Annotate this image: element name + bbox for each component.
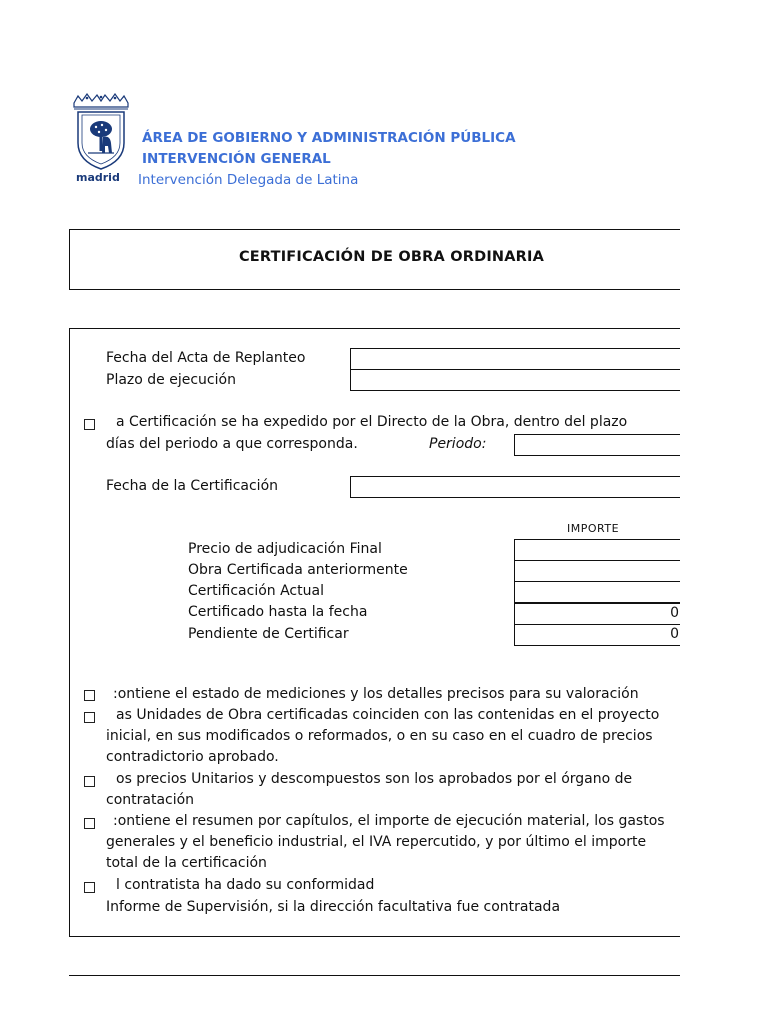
certificacion-actual-field[interactable]: [514, 581, 680, 603]
precios-unitarios-text-line1: os precios Unitarios y descompuestos son los aprobados por el órgano de: [116, 771, 633, 787]
logo-wordmark: madrid: [76, 171, 120, 184]
acta-replanteo-field[interactable]: [350, 348, 680, 370]
mediciones-text: :ontiene el estado de mediciones y los detalles precisos para su valoración: [113, 686, 639, 702]
precio-adjudicacion-field[interactable]: [514, 539, 680, 561]
informe-supervision-text: Informe de Supervisión, si la dirección facultativa fue contratada: [106, 899, 561, 915]
bottom-divider: [69, 975, 680, 976]
conformidad-text: l contratista ha dado su conformidad: [116, 877, 375, 893]
header-intervencion-general: INTERVENCIÓN GENERAL: [142, 151, 331, 167]
obra-certificada-anteriormente-field[interactable]: [514, 560, 680, 582]
pendiente-certificar-value: 0: [670, 626, 679, 642]
header-intervencion-delegada: Intervención Delegada de Latina: [138, 172, 359, 188]
acta-replanteo-label: Fecha del Acta de Replanteo: [106, 350, 306, 366]
pendiente-certificar-field[interactable]: [514, 624, 680, 646]
resumen-capitulos-checkbox[interactable]: [84, 818, 95, 829]
resumen-capitulos-text-line3: total de la certificación: [106, 855, 267, 871]
unidades-obra-text-line2: inicial, en sus modificados o reformados, o en su caso en el cuadro de precios: [106, 728, 653, 744]
expedicion-text-line1: a Certificación se ha expedido por el Directo de la Obra, dentro del plazo: [116, 414, 628, 430]
madrid-coat-of-arms-icon: [72, 93, 130, 173]
certificado-hasta-fecha-label: Certificado hasta la fecha: [188, 604, 368, 620]
certificado-hasta-fecha-value: 0: [670, 605, 679, 621]
resumen-capitulos-text-line2: generales y el beneficio industrial, el IVA repercutido, y por último el importe: [106, 834, 647, 850]
unidades-obra-text-line3: contradictorio aprobado.: [106, 749, 279, 765]
unidades-obra-checkbox[interactable]: [84, 712, 95, 723]
certificado-hasta-fecha-field[interactable]: [514, 603, 680, 625]
periodo-field[interactable]: [514, 434, 680, 456]
periodo-label: Periodo:: [429, 436, 487, 452]
plazo-ejecucion-label: Plazo de ejecución: [106, 372, 236, 388]
importe-header: IMPORTE: [567, 522, 620, 535]
precios-unitarios-checkbox[interactable]: [84, 776, 95, 787]
pendiente-certificar-label: Pendiente de Certificar: [188, 626, 349, 642]
obra-certificada-anteriormente-label: Obra Certificada anteriormente: [188, 562, 408, 578]
fecha-certificacion-label: Fecha de la Certificación: [106, 478, 279, 494]
resumen-capitulos-text-line1: :ontiene el resumen por capítulos, el importe de ejecución material, los gastos: [113, 813, 665, 829]
fecha-certificacion-field[interactable]: [350, 476, 680, 498]
precio-adjudicacion-label: Precio de adjudicación Final: [188, 541, 382, 557]
precios-unitarios-text-line2: contratación: [106, 792, 195, 808]
certificacion-actual-label: Certificación Actual: [188, 583, 324, 599]
page-title: CERTIFICACIÓN DE OBRA ORDINARIA: [238, 249, 545, 265]
conformidad-checkbox[interactable]: [84, 882, 95, 893]
expedicion-text-line2: días del periodo a que corresponda.: [106, 436, 358, 452]
mediciones-checkbox[interactable]: [84, 690, 95, 701]
expedicion-checkbox[interactable]: [84, 419, 95, 430]
plazo-ejecucion-field[interactable]: [350, 369, 680, 391]
header-area-gobierno: ÁREA DE GOBIERNO Y ADMINISTRACIÓN PÚBLICA: [142, 130, 516, 146]
madrid-logo: [72, 93, 130, 185]
unidades-obra-text-line1: as Unidades de Obra certificadas coinciden con las contenidas en el proyecto: [116, 707, 660, 723]
